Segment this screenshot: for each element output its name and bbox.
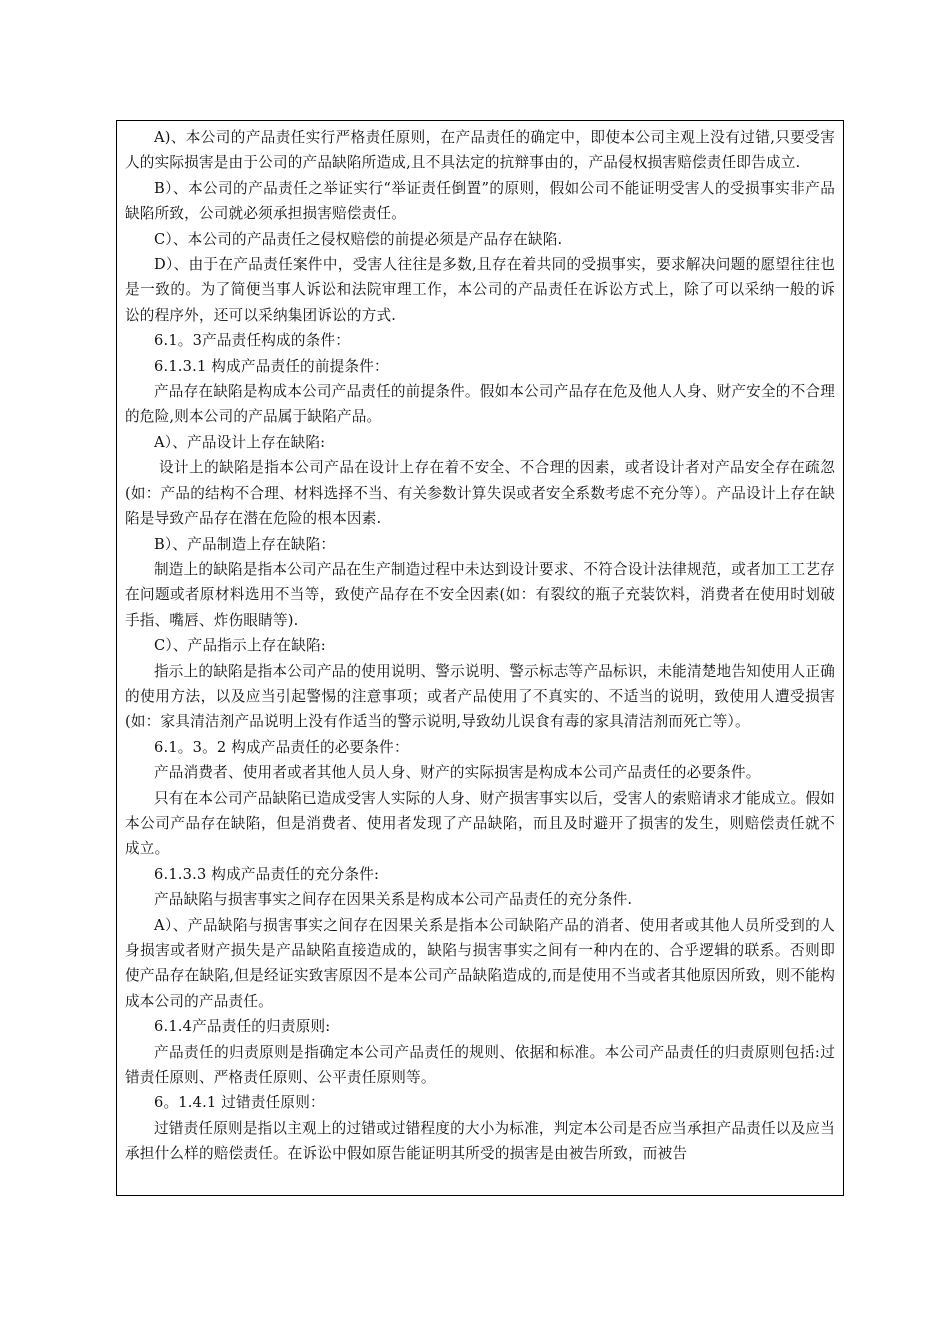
- paragraph-defect-definition: 产品存在缺陷是构成本公司产品责任的前提条件。假如本公司产品存在危及他人人身、财产安全的不合理的危险,则本公司的产品属于缺陷产品。: [125, 383, 835, 426]
- section-heading-6-1-3-2: 6.1。3。2 构成产品责任的必要条件：: [154, 738, 409, 756]
- section-heading-6-1-3: 6.1。3产品责任构成的条件：: [154, 332, 351, 350]
- paragraph-burden-of-proof: B）、本公司的产品责任之举证实行“举证责任倒置”的原则，假如公司不能证明受害人的受损事实非产品缺陷所致，公司就必须承担损害赔偿责任。: [125, 179, 835, 223]
- paragraph-fault-liability: 过错责任原则是指以主观上的过错或过错程度的大小为标准，判定本公司是否应当承担产品责任以及应当承担什么样的赔偿责任。在诉讼中假如原告能证明其所受的损害是由被告所致，而被告: [125, 1119, 835, 1163]
- item-heading-manufacturing-defect: B）、产品制造上存在缺陷：: [154, 535, 336, 553]
- paragraph-liability-principles: 产品责任的归责原则是指确定本公司产品责任的规则、依据和标准。本公司产品责任的归责原则包括:过错责任原则、严格责任原则、公平责任原则等。: [125, 1043, 835, 1087]
- item-heading-instruction-defect: C）、产品指示上存在缺陷:: [154, 637, 326, 655]
- paragraph-causality: A）、产品缺陷与损害事实之间存在因果关系是指本公司缺陷产品的消者、使用者或其他人员所受到的人身损害或者财产损失是产品缺陷直接造成的，缺陷与损害事实之间有一种内在的、合乎逻辑的联系。否则即使产品存在缺陷,但是经证实致害原因不是本公司产品缺陷造成的,而是使用不当或者其他原因所致，则不能构成本公司的产品责任。: [125, 916, 835, 1010]
- paragraph-necessary-condition: 产品消费者、使用者或者其他人员人身、财产的实际损害是构成本公司产品责任的必要条件。: [154, 764, 761, 782]
- paragraph-defect-premise: C）、本公司的产品责任之侵权赔偿的前提必须是产品存在缺陷.: [154, 230, 563, 248]
- paragraph-group-litigation: D）、由于在产品责任案件中，受害人往往是多数,且存在着共同的受损事实，要求解决问题的愿望往往也是一致的。为了简便当事人诉讼和法院审理工作，本公司的产品责任在诉讼方式上，除了可以采纳一般的诉讼的程序外，还可以采纳集团诉讼的方式.: [125, 256, 835, 324]
- paragraph-manufacturing-defect: 制造上的缺陷是指本公司产品在生产制造过程中未达到设计要求、不符合设计法律规范，或者加工工艺存在问题或者原材料选用不当等，致使产品存在不安全因素(如：有裂纹的瓶子充装饮料，消费者在使用时划破手指、嘴唇、炸伤眼睛等).: [125, 560, 835, 629]
- paragraph-instruction-defect: 指示上的缺陷是指本公司产品的使用说明、警示说明、警示标志等产品标识，未能清楚地告知使用人正确的使用方法，以及应当引起警惕的注意事项；或者产品使用了不真实的、不适当的说明，致使用人遭受损害(如：家具清洁剂产品说明上没有作适当的警示说明,导致幼儿误食有毒的家具清洁剂而死亡等）。: [125, 662, 835, 731]
- item-heading-design-defect: A）、产品设计上存在缺陷:: [154, 433, 326, 451]
- document-body: [117, 121, 843, 1167]
- document-frame: [116, 120, 844, 1196]
- paragraph-claim-condition: 只有在本公司产品缺陷已造成受害人实际的人身、财产损害事实以后，受害人的索赔请求才能成立。假如本公司产品存在缺陷，但是消费者、使用者发现了产品缺陷，而且及时避开了损害的发生，则赔偿责任就不成立。: [125, 789, 835, 858]
- paragraph-strict-liability: A)、本公司的产品责任实行严格责任原则，在产品责任的确定中，即使本公司主观上没有过错,只要受害人的实际损害是由于公司的产品缺陷所造成,且不具法定的抗辩事由的，产品侵权损害赔偿责任即告成立.: [125, 129, 835, 172]
- paragraph-sufficient-condition: 产品缺陷与损害事实之间存在因果关系是构成本公司产品责任的充分条件.: [154, 891, 633, 909]
- section-heading-6-1-3-1: 6.1.3.1 构成产品责任的前提条件：: [154, 357, 389, 375]
- paragraph-design-defect: 设计上的缺陷是指本公司产品在设计上存在着不安全、不合理的因素，或者设计者对产品安全存在疏忽(如：产品的结构不合理、材料选择不当、有关参数计算失误或者安全系数考虑不充分等）。产品设计上存在缺陷是导致产品存在潜在危险的根本因素.: [125, 459, 835, 528]
- section-heading-6-1-4-1: 6。1.4.1 过错责任原则：: [154, 1094, 325, 1112]
- section-heading-6-1-4: 6.1.4产品责任的归责原则:: [154, 1018, 331, 1036]
- section-heading-6-1-3-3: 6.1.3.3 构成产品责任的充分条件:: [154, 865, 380, 883]
